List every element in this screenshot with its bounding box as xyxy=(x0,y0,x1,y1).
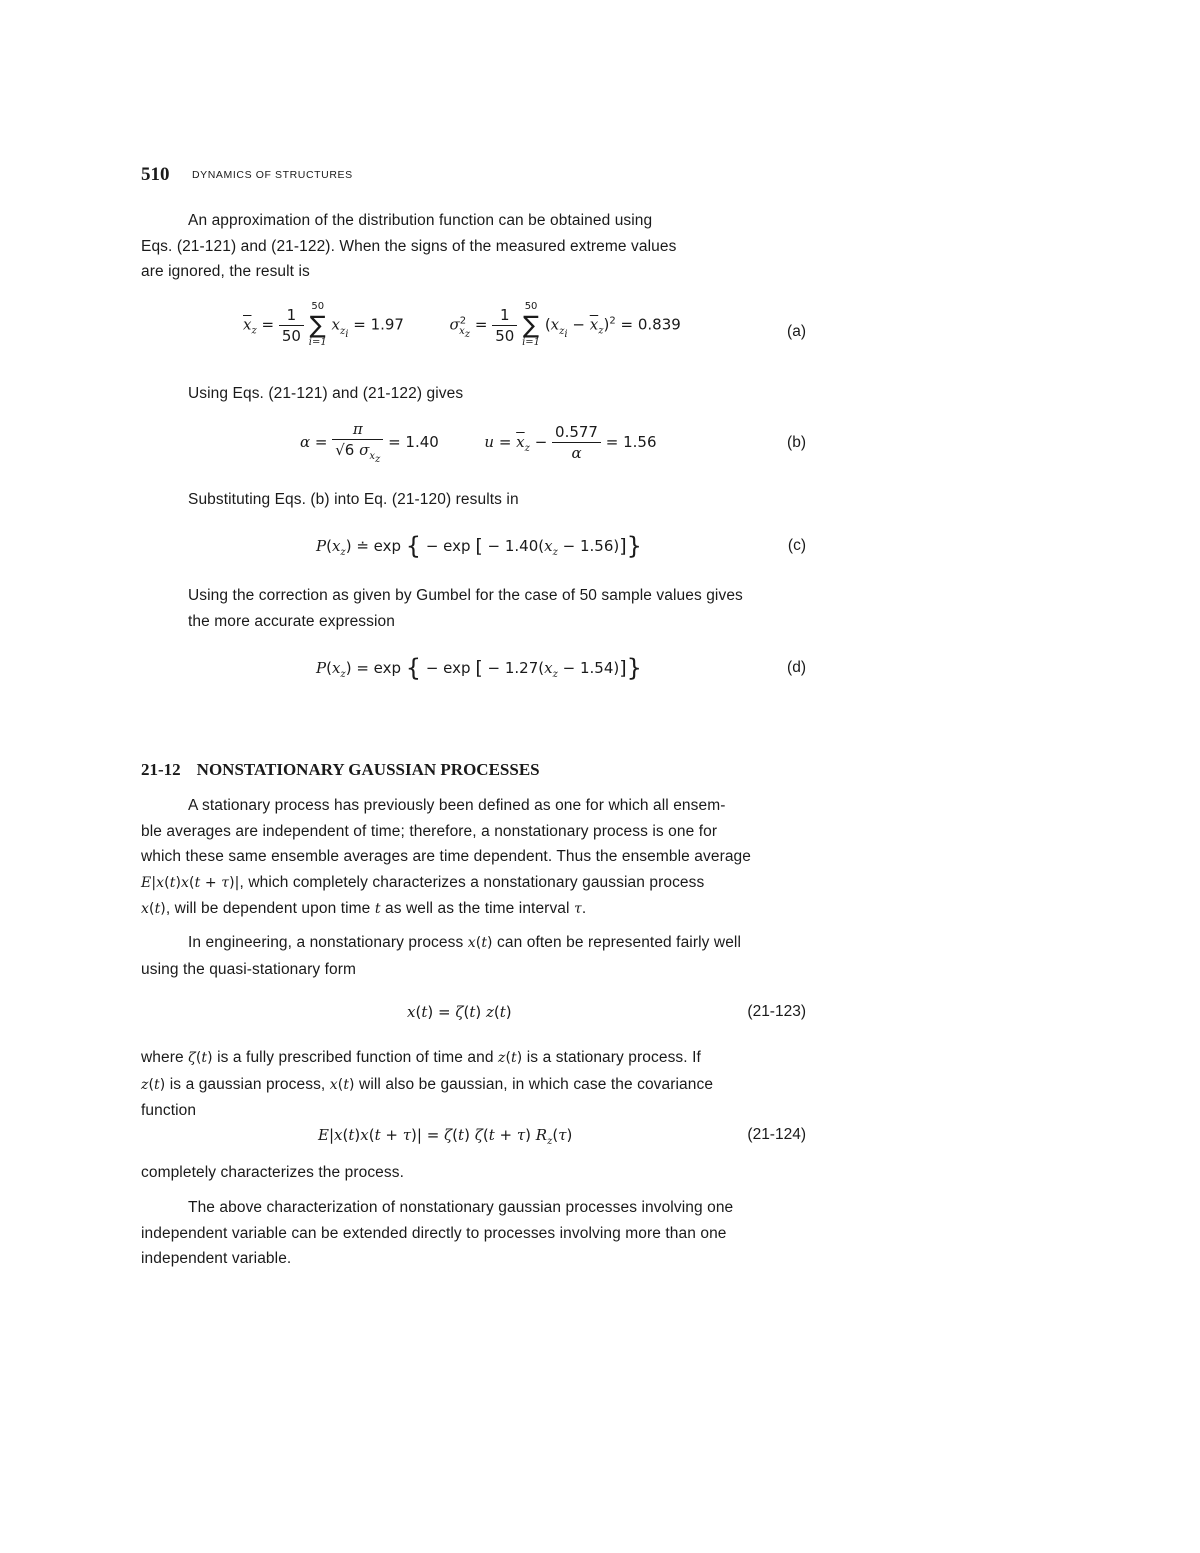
equation-c: $P(x_z)$ ≐ exp { − exp [ − $1.40(x_z - 1.56)$]} xyxy=(316,532,642,560)
paragraph-completely: completely characterizes the process. xyxy=(141,1164,405,1181)
equation-label-b: (b) xyxy=(787,434,806,451)
section-title: NONSTATIONARY GAUSSIAN PROCESSES xyxy=(196,760,540,779)
summation-symbol: 50 ∑ i=1 xyxy=(522,301,541,348)
text-line: E|x(t)x(t + τ)|, which completely characterizes a nonstationary gaussian process xyxy=(141,873,705,891)
text-line: are ignored, the result is xyxy=(141,263,310,281)
equation-label-a: (a) xyxy=(787,323,806,340)
text-line: An approximation of the distribution function can be obtained using xyxy=(188,212,653,229)
paragraph-using: Using Eqs. (21-121) and (21-122) gives xyxy=(188,385,464,402)
page-number: 510 xyxy=(141,164,170,185)
paragraph-intro xyxy=(141,208,806,285)
text-line: independent variable. xyxy=(141,1250,292,1268)
equation-d: $P(x_z) = \exp$ { − exp [ − $1.27(x_z - 1.54)$]} xyxy=(316,654,642,682)
section-heading xyxy=(141,760,540,780)
equation-21-124: E|x(t)x(t + τ)| = ζ(t) ζ(t + τ) $R_z(\tau)$ xyxy=(318,1126,573,1147)
mean-value: 1.97 xyxy=(370,315,404,334)
alpha-value: 1.40 xyxy=(405,433,439,451)
text-line: z(t) is a gaussian process, x(t) will also be gaussian, in which case the covariance xyxy=(141,1075,714,1093)
paragraph-stationary xyxy=(141,793,806,923)
fraction: $\frac{1}{50}$ xyxy=(492,306,517,345)
text-line: which these same ensemble averages are time dependent. Thus the ensemble average xyxy=(141,848,751,866)
fraction: $\frac{1}{50}$ xyxy=(279,306,304,345)
fraction: $\frac{\pi}{√6 \sigma_{x_z}}$ xyxy=(332,420,383,465)
running-head xyxy=(141,164,353,186)
variance-value: 0.839 xyxy=(637,315,681,334)
equation-21-123: x(t) = ζ(t) z(t) xyxy=(407,1003,512,1021)
paragraph-gumbel xyxy=(188,583,806,634)
equation-label-c: (c) xyxy=(787,537,806,554)
text-line: the more accurate expression xyxy=(188,612,395,630)
u-value: 1.56 xyxy=(623,433,657,451)
paragraph-engineering xyxy=(141,930,806,982)
paragraph-where xyxy=(141,1045,806,1124)
running-title: DYNAMICS OF STRUCTURES xyxy=(191,169,353,181)
paragraph-substituting: Substituting Eqs. (b) into Eq. (21-120) results in xyxy=(188,491,519,508)
equation-label-21-123: (21-123) xyxy=(747,1003,806,1020)
text-line: independent variable can be extended directly to processes involving more than one xyxy=(141,1224,727,1242)
equation-b: α = $\frac{\pi}{√6 \sigma_{x_z}}$ = 1.40 $u = \overline{x}_z$ − $\frac{0.577}{\alpha}$ = 1.56 xyxy=(300,420,657,465)
text-line: Using the correction as given by Gumbel for the case of 50 sample values gives xyxy=(188,587,743,604)
summation-symbol: 50 ∑ i=1 xyxy=(308,301,327,348)
equation-label-d: (d) xyxy=(787,659,806,676)
text-line: The above characterization of nonstationary gaussian processes involving one xyxy=(188,1199,734,1216)
text-line: Eqs. (21-121) and (21-122). When the signs of the measured extreme values xyxy=(141,237,677,255)
fraction: $\frac{0.577}{\alpha}$ xyxy=(552,423,601,462)
text-line: ble averages are independent of time; therefore, a nonstationary process is one for xyxy=(141,822,718,840)
text-line: A stationary process has previously been defined as one for which all ensem- xyxy=(188,797,726,814)
paragraph-above xyxy=(141,1195,806,1272)
equation-a: $\overline{x}_z$ = $\frac{1}{50}$ 50 ∑ i=1 $x_{z_i} = 1.97$ $\sigma^2_{x_z}$ = $\frac{1}{50}$ 50 ∑ i=1 $(x_{z_i} - \overline{x}_z)^2 = 0.839$ xyxy=(243,301,681,348)
section-number: 21-12 xyxy=(141,760,181,779)
text-line: using the quasi-stationary form xyxy=(141,960,357,978)
text-line: x(t), will be dependent upon time t as well as the time interval τ. xyxy=(141,900,587,918)
text-line: function xyxy=(141,1102,197,1120)
equation-label-21-124: (21-124) xyxy=(747,1126,806,1143)
text-line: where ζ(t) is a fully prescribed function of time and z(t) is a stationary process. If xyxy=(141,1049,701,1066)
text-line: In engineering, a nonstationary process x(t) can often be represented fairly well xyxy=(188,934,742,951)
